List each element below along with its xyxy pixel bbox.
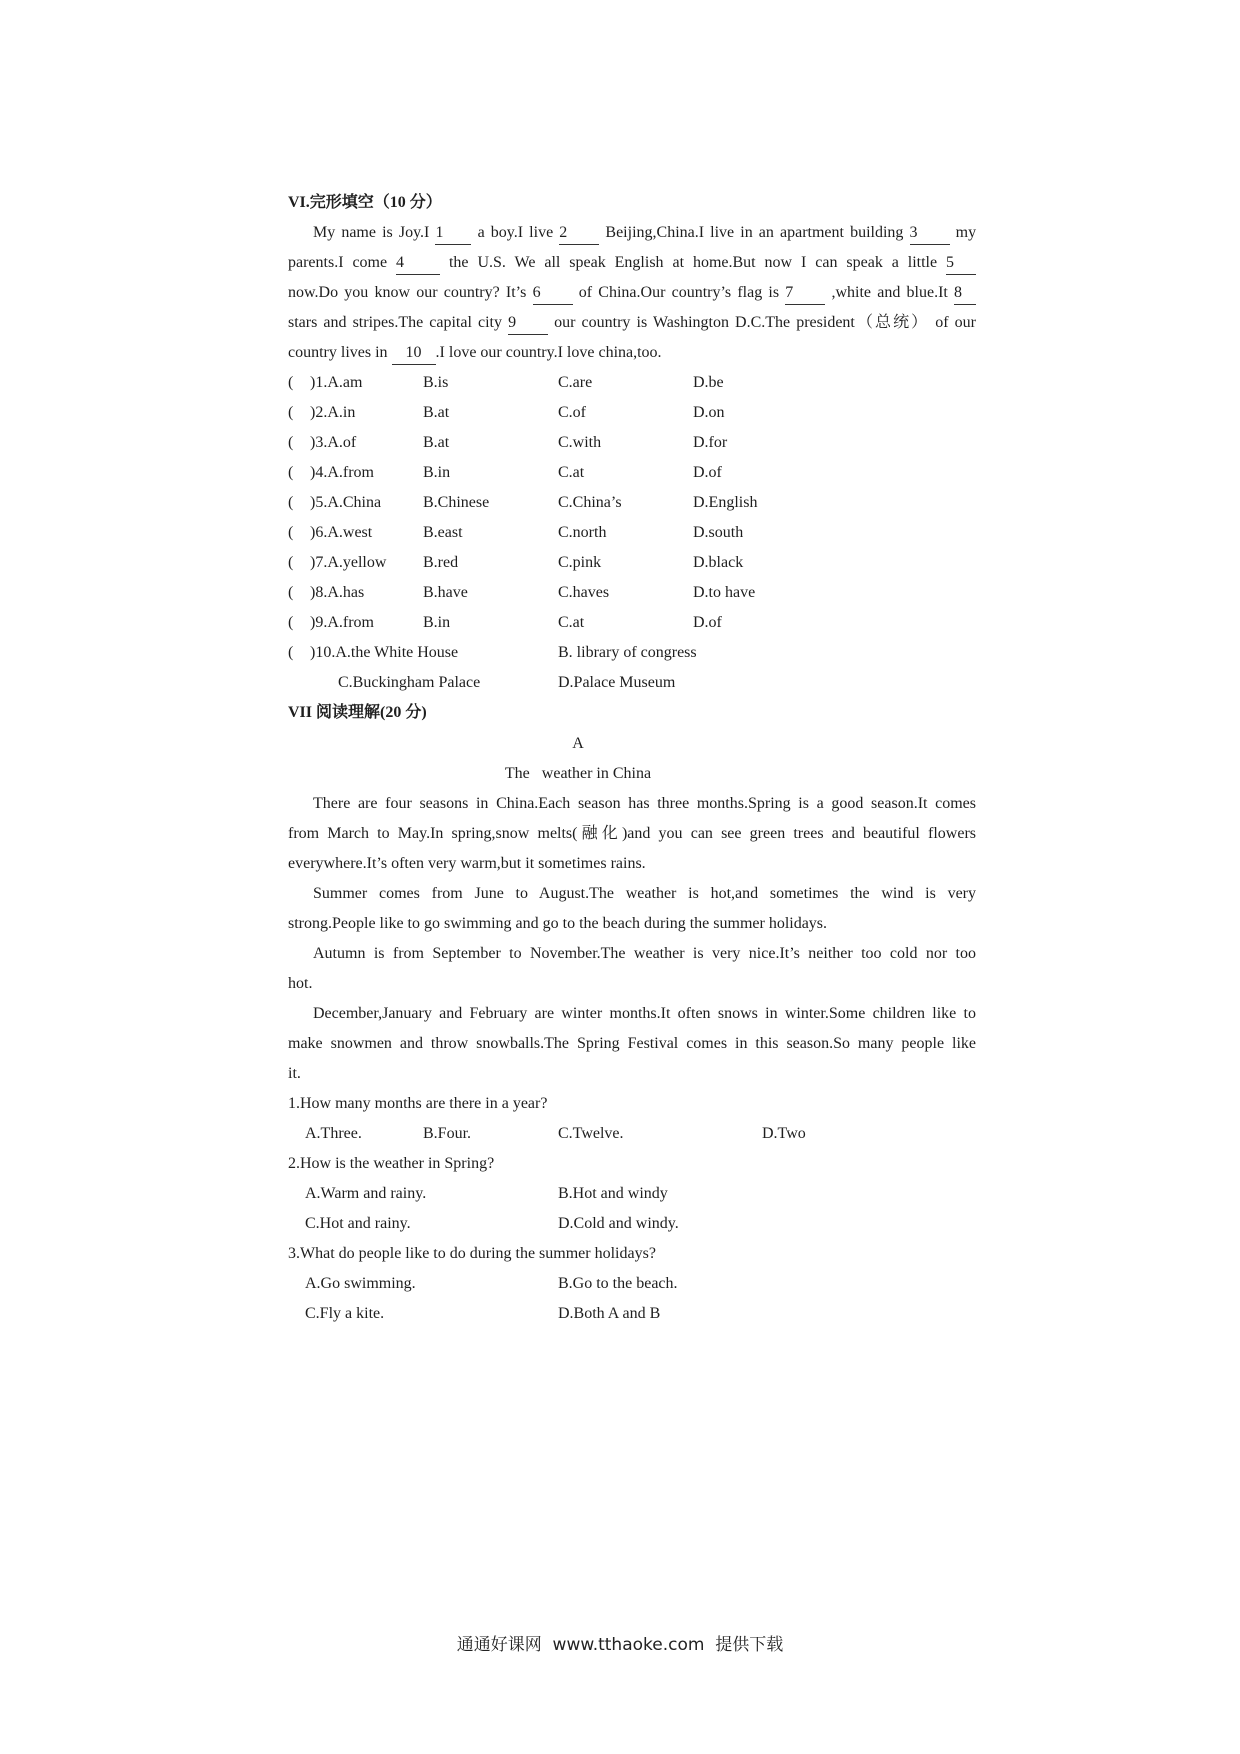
reading-question-1: 1.How many months are there in a year? bbox=[288, 1095, 548, 1112]
reading-paragraph-line: make snowmen and throw snowballs.The Spring Festival comes in this season.So many people like bbox=[288, 1035, 976, 1052]
question-10-option-d: D.Palace Museum bbox=[558, 674, 676, 691]
blank-8: 8 bbox=[954, 282, 976, 305]
paren: ( bbox=[288, 464, 294, 481]
paren: ( bbox=[288, 374, 294, 391]
question-option-a: )8.A.has bbox=[310, 584, 365, 601]
option-d: D.south bbox=[693, 524, 744, 541]
question-10-option-a: )10.A.the White House bbox=[310, 644, 459, 661]
option-b: B.east bbox=[423, 524, 463, 541]
question-option-a: )7.A.yellow bbox=[310, 554, 387, 571]
blank-5: 5 bbox=[946, 252, 976, 275]
option-d: D.Both A and B bbox=[558, 1305, 661, 1322]
option-d: D.black bbox=[693, 554, 744, 571]
option-c: C.are bbox=[558, 374, 593, 391]
paren: ( bbox=[288, 584, 294, 601]
reading-question-3: 3.What do people like to do during the summer holidays? bbox=[288, 1245, 656, 1262]
blank-6: 6 bbox=[533, 282, 573, 305]
option-d: D.of bbox=[693, 464, 722, 481]
reading-part-label: A bbox=[572, 735, 584, 752]
reading-paragraph-line: Summer comes from June to August.The weather is hot,and sometimes the wind is very bbox=[313, 885, 976, 902]
option-b: B.is bbox=[423, 374, 449, 391]
option-b: B.red bbox=[423, 554, 459, 571]
option-c: C.north bbox=[558, 524, 607, 541]
option-d: D.for bbox=[693, 434, 728, 451]
blank-4: 4 bbox=[396, 252, 440, 275]
cloze-line-1: My name is Joy.I 1 a boy.I live 2 Beijing,China.I live in an apartment building 3 my bbox=[313, 222, 976, 245]
question-option-a: )6.A.west bbox=[310, 524, 373, 541]
option-c: C.at bbox=[558, 464, 585, 481]
reading-paragraph-line: Autumn is from September to November.The weather is very nice.It’s neither too cold nor too bbox=[313, 945, 976, 962]
option-b: B.in bbox=[423, 614, 451, 631]
cloze-line-4: stars and stripes.The capital city 9 our country is Washington D.C.The president（总统） of our bbox=[288, 312, 976, 335]
section-7-heading: VII 阅读理解(20 分) bbox=[288, 704, 427, 721]
option-d: D.on bbox=[693, 404, 725, 421]
reading-paragraph-line: everywhere.It’s often very warm,but it sometimes rains. bbox=[288, 855, 646, 872]
option-d: D.Two bbox=[762, 1125, 806, 1142]
option-b: B.have bbox=[423, 584, 468, 601]
reading-paragraph-line: hot. bbox=[288, 975, 313, 992]
option-a: A.Three. bbox=[305, 1125, 362, 1142]
section-6-heading: VI.完形填空（10 分） bbox=[288, 194, 442, 211]
paren: ( bbox=[288, 434, 294, 451]
question-option-a: )4.A.from bbox=[310, 464, 374, 481]
blank-3: 3 bbox=[910, 222, 950, 245]
option-b: B.in bbox=[423, 464, 451, 481]
option-d: D.be bbox=[693, 374, 724, 391]
question-option-a: )9.A.from bbox=[310, 614, 374, 631]
cloze-line-3: now.Do you know our country? It’s 6 of China.Our country’s flag is 7 ,white and blue.It 8 bbox=[288, 282, 976, 305]
blank-7: 7 bbox=[785, 282, 825, 305]
option-a: A.Go swimming. bbox=[305, 1275, 416, 1292]
option-c: C.with bbox=[558, 434, 602, 451]
paren: ( bbox=[288, 554, 294, 571]
reading-question-2: 2.How is the weather in Spring? bbox=[288, 1155, 495, 1172]
question-10-option-c: C.Buckingham Palace bbox=[338, 674, 481, 691]
question-option-a: )1.A.am bbox=[310, 374, 363, 391]
reading-paragraph-line: December,January and February are winter months.It often snows in winter.Some children like to bbox=[313, 1005, 976, 1022]
paren: ( bbox=[288, 524, 294, 541]
option-c: C.Hot and rainy. bbox=[305, 1215, 411, 1232]
blank-9: 9 bbox=[508, 312, 548, 335]
option-b: B.Four. bbox=[423, 1125, 472, 1142]
blank-10: 10 bbox=[392, 342, 436, 365]
option-c: C.China’s bbox=[558, 494, 622, 511]
option-d: D.of bbox=[693, 614, 722, 631]
option-c: C.haves bbox=[558, 584, 610, 601]
blank-2: 2 bbox=[559, 222, 599, 245]
option-b: B.at bbox=[423, 404, 450, 421]
option-b: B.Go to the beach. bbox=[558, 1275, 678, 1292]
option-d: D.Cold and windy. bbox=[558, 1215, 679, 1232]
paren: ( bbox=[288, 404, 294, 421]
option-c: C.Fly a kite. bbox=[305, 1305, 385, 1322]
option-b: B.Chinese bbox=[423, 494, 490, 511]
question-option-a: )2.A.in bbox=[310, 404, 356, 421]
download-footer: 通通好课网 www.tthaoke.com 提供下载 bbox=[456, 1635, 784, 1655]
cloze-line-2: parents.I come 4 the U.S. We all speak English at home.But now I can speak a little 5 bbox=[288, 252, 976, 275]
option-b: B.Hot and windy bbox=[558, 1185, 668, 1202]
question-10-option-b: B. library of congress bbox=[558, 644, 697, 661]
option-c: C.at bbox=[558, 614, 585, 631]
reading-paragraph-line: from March to May.In spring,snow melts(融化)and you can see green trees and beautiful flowers bbox=[288, 825, 976, 842]
question-option-a: )5.A.China bbox=[310, 494, 382, 511]
reading-paragraph-line: it. bbox=[288, 1065, 301, 1082]
reading-paragraph-line: strong.People like to go swimming and go to the beach during the summer holidays. bbox=[288, 915, 828, 932]
paren: ( bbox=[288, 494, 294, 511]
option-c: C.of bbox=[558, 404, 586, 421]
option-d: D.to have bbox=[693, 584, 756, 601]
option-c: C.Twelve. bbox=[558, 1125, 624, 1142]
option-a: A.Warm and rainy. bbox=[305, 1185, 427, 1202]
paren: ( bbox=[288, 614, 294, 631]
reading-title: The weather in China bbox=[504, 765, 652, 782]
option-c: C.pink bbox=[558, 554, 602, 571]
option-b: B.at bbox=[423, 434, 450, 451]
reading-paragraph-line: There are four seasons in China.Each season has three months.Spring is a good season.It comes bbox=[313, 795, 976, 812]
question-option-a: )3.A.of bbox=[310, 434, 357, 451]
cloze-line-5: country lives in 10 .I love our country.I love china,too. bbox=[288, 342, 662, 365]
paren: ( bbox=[288, 644, 294, 661]
blank-1: 1 bbox=[435, 222, 471, 245]
option-d: D.English bbox=[693, 494, 758, 511]
